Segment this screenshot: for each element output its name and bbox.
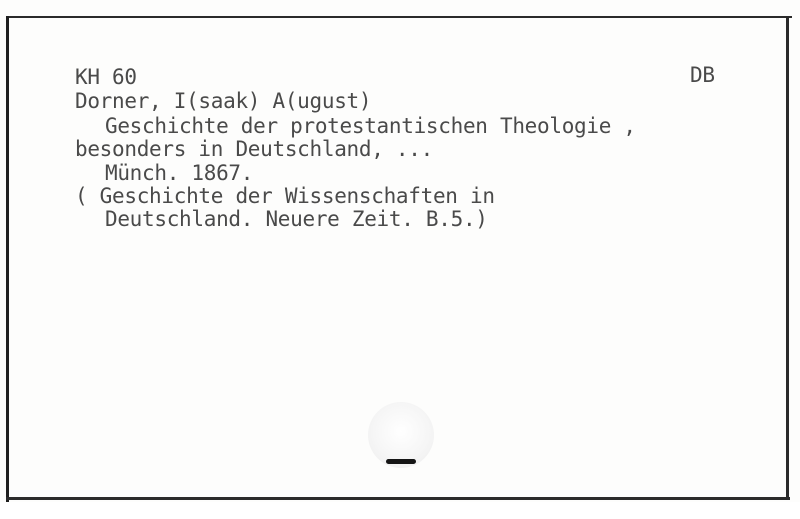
title-line-1: Geschichte der protestantischen Theologie , — [105, 114, 636, 138]
imprint: Münch. 1867. — [105, 161, 254, 185]
punch-hole-shadow — [386, 459, 416, 464]
title-line-2: besonders in Deutschland, ... — [75, 137, 433, 161]
card-border-left — [6, 16, 9, 506]
call-number: KH 60 — [75, 65, 137, 89]
card-border-top — [6, 16, 792, 18]
series-note-line-1: ( Geschichte der Wissenschaften in — [75, 184, 495, 208]
card-border-bottom — [6, 497, 790, 500]
author-heading: Dorner, I(saak) A(ugust) — [75, 89, 372, 113]
scan-margin — [0, 502, 800, 519]
card-border-right — [786, 16, 789, 500]
location-code: DB — [690, 63, 715, 87]
series-note-line-2: Deutschland. Neuere Zeit. B.5.) — [105, 207, 488, 231]
